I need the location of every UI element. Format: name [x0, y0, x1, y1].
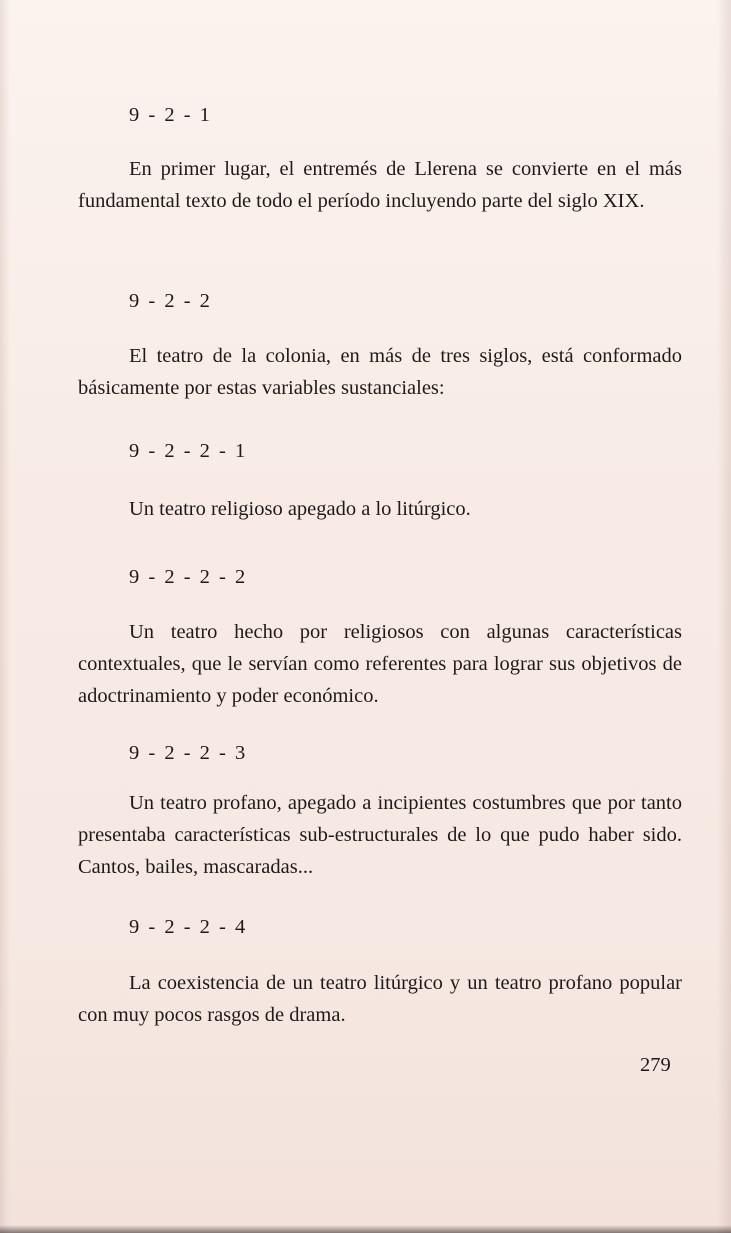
- section-number-9-2-2-1: 9 - 2 - 2 - 1: [129, 440, 248, 462]
- section-text-9-2-2: El teatro de la colonia, en más de tres siglos, está conformado básicamente por estas variables sustanciales:: [78, 345, 682, 399]
- section-number-9-2-1: 9 - 2 - 1: [129, 104, 212, 126]
- section-text-9-2-2-3: Un teatro profano, apegado a incipientes costumbres que por tanto presentaba características sub-estructurales de lo que pudo haber sido. Cantos, bailes, mascaradas...: [78, 792, 682, 878]
- section-text-9-2-2-4: La coexistencia de un teatro litúrgico y un teatro profano popular con muy pocos rasgos de drama.: [78, 972, 682, 1026]
- section-number-9-2-2: 9 - 2 - 2: [129, 290, 212, 312]
- section-text-9-2-1: En primer lugar, el entremés de Llerena se convierte en el más fundamental texto de todo el período incluyendo parte del siglo XIX.: [78, 158, 682, 212]
- section-text-9-2-2-2: Un teatro hecho por religiosos con algunas características contextuales, que le servían como referentes para lograr sus objetivos de adoctrinamiento y poder económico.: [78, 621, 682, 707]
- section-text-9-2-2-1: Un teatro religioso apegado a lo litúrgico.: [129, 498, 471, 520]
- section-number-9-2-2-3: 9 - 2 - 2 - 3: [129, 742, 248, 764]
- section-number-9-2-2-2: 9 - 2 - 2 - 2: [129, 566, 248, 588]
- section-number-9-2-2-4: 9 - 2 - 2 - 4: [129, 916, 248, 938]
- page-number: 279: [640, 1054, 671, 1076]
- page-bottom-edge: [0, 1225, 731, 1233]
